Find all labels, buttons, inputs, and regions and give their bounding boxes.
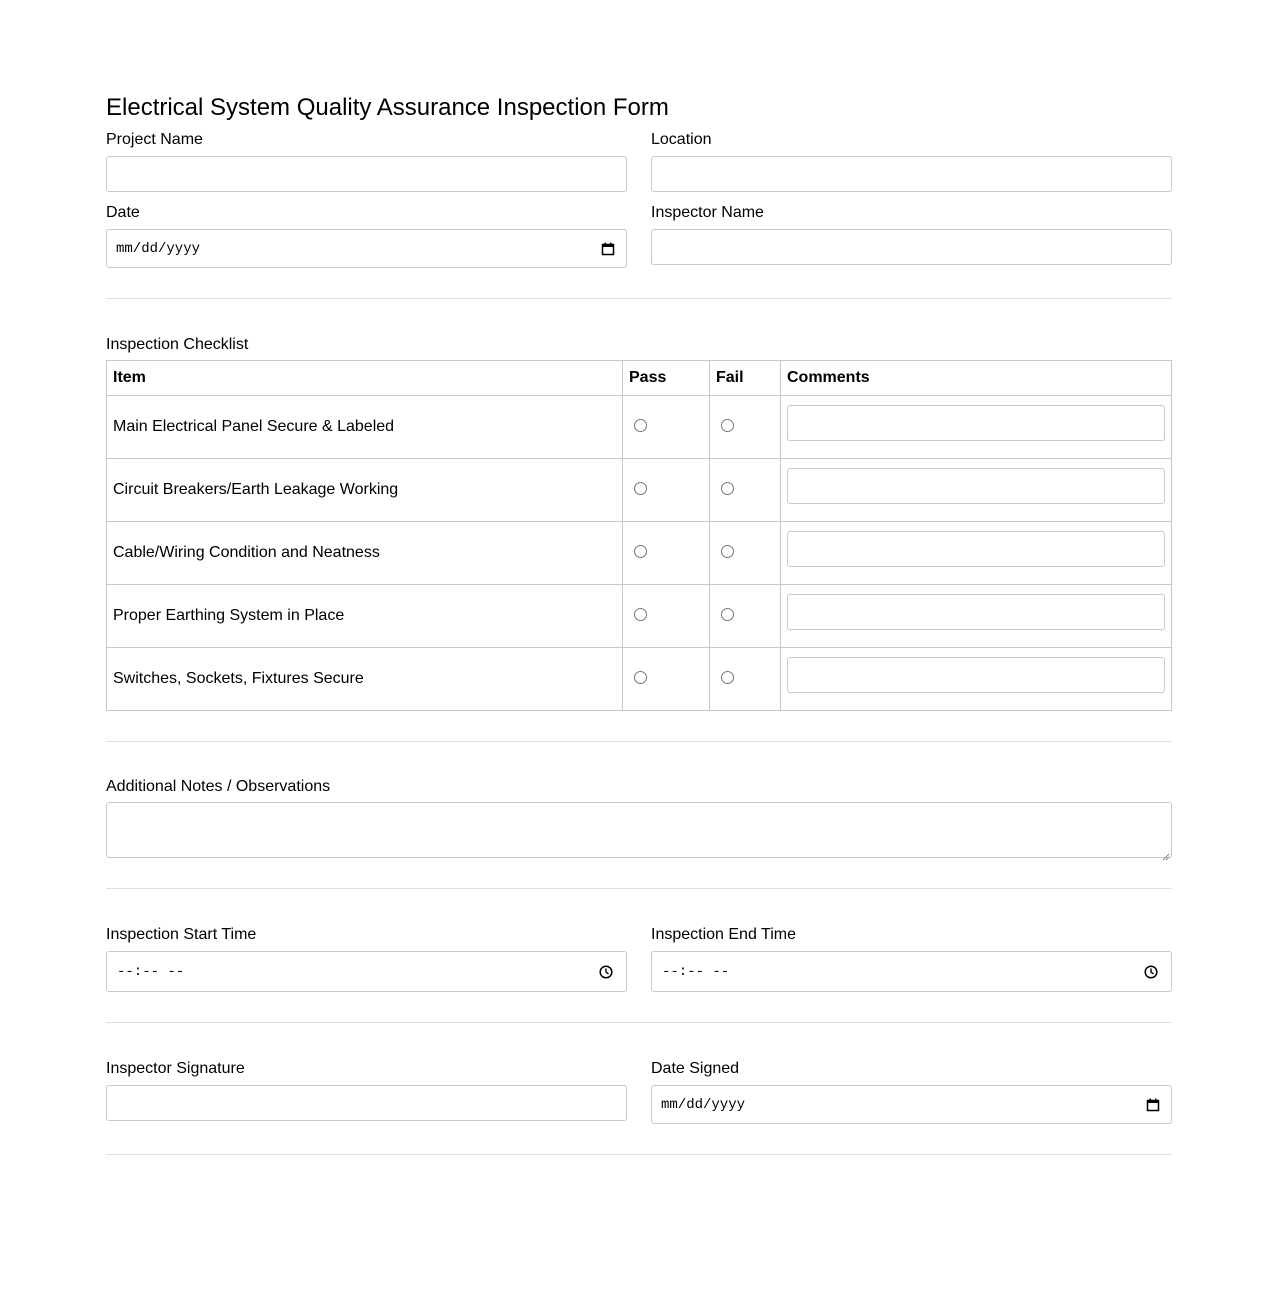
fail-radio[interactable] (721, 608, 734, 621)
date-label: Date (106, 204, 140, 221)
fail-radio[interactable] (721, 419, 734, 432)
signature-label: Inspector Signature (106, 1060, 245, 1077)
date-group (106, 203, 627, 268)
fail-cell (710, 396, 781, 459)
calendar-icon[interactable] (600, 241, 616, 257)
comment-input[interactable] (787, 657, 1165, 693)
comment-input[interactable] (787, 405, 1165, 441)
checklist-header-row (107, 361, 1172, 396)
checklist-item: Main Electrical Panel Secure & Labeled (107, 396, 623, 459)
fail-radio[interactable] (721, 671, 734, 684)
divider (106, 1154, 1172, 1155)
divider (106, 1022, 1172, 1023)
comment-input[interactable] (787, 594, 1165, 630)
location-label: Location (651, 131, 712, 148)
inspector-name-group (651, 203, 1172, 268)
comments-cell (781, 522, 1172, 585)
project-name-group (106, 130, 627, 192)
comments-cell (781, 396, 1172, 459)
column-header-fail: Fail (710, 361, 781, 396)
date-inspector-row (106, 203, 1172, 268)
project-name-label: Project Name (106, 131, 203, 148)
date-input[interactable] (106, 229, 627, 268)
notes-label: Additional Notes / Observations (106, 778, 331, 795)
project-name-input[interactable] (106, 156, 627, 192)
form-title: Electrical System Quality Assurance Inspection Form (106, 94, 669, 121)
table-row (107, 396, 1172, 459)
table-row (107, 459, 1172, 522)
fail-radio[interactable] (721, 482, 734, 495)
date-signed-input[interactable] (651, 1085, 1172, 1124)
date-signed-placeholder: mm/dd/yyyy (661, 1096, 746, 1113)
table-row (107, 585, 1172, 648)
fail-cell (710, 522, 781, 585)
signature-group (106, 1059, 627, 1124)
checklist-label: Inspection Checklist (106, 336, 249, 353)
pass-radio[interactable] (634, 671, 647, 684)
notes-textarea[interactable] (106, 802, 1172, 858)
checklist-item: Switches, Sockets, Fixtures Secure (107, 648, 623, 711)
inspector-name-label: Inspector Name (651, 204, 764, 221)
inspector-name-input[interactable] (651, 229, 1172, 265)
table-row (107, 522, 1172, 585)
pass-radio[interactable] (634, 482, 647, 495)
pass-radio[interactable] (634, 545, 647, 558)
calendar-icon[interactable] (1145, 1097, 1161, 1113)
comment-input[interactable] (787, 468, 1165, 504)
fail-radio[interactable] (721, 545, 734, 558)
end-time-group (651, 925, 1172, 992)
checklist-item: Circuit Breakers/Earth Leakage Working (107, 459, 623, 522)
pass-cell (623, 522, 710, 585)
pass-cell (623, 396, 710, 459)
fail-cell (710, 459, 781, 522)
pass-cell (623, 648, 710, 711)
end-time-label: Inspection End Time (651, 926, 796, 943)
pass-cell (623, 585, 710, 648)
divider (106, 741, 1172, 742)
checklist-table (106, 360, 1172, 711)
end-time-input[interactable] (651, 951, 1172, 992)
location-input[interactable] (651, 156, 1172, 192)
checklist-item: Proper Earthing System in Place (107, 585, 623, 648)
column-header-comments: Comments (781, 361, 1172, 396)
column-header-item: Item (107, 361, 623, 396)
start-time-group (106, 925, 627, 992)
pass-radio[interactable] (634, 419, 647, 432)
comment-input[interactable] (787, 531, 1165, 567)
date-signed-group (651, 1059, 1172, 1124)
divider (106, 298, 1172, 299)
divider (106, 888, 1172, 889)
checklist-item: Cable/Wiring Condition and Neatness (107, 522, 623, 585)
signoff-row (106, 1059, 1172, 1124)
table-row (107, 648, 1172, 711)
pass-radio[interactable] (634, 608, 647, 621)
pass-cell (623, 459, 710, 522)
times-row (106, 925, 1172, 992)
start-time-input[interactable] (106, 951, 627, 992)
date-placeholder: mm/dd/yyyy (116, 240, 201, 257)
start-time-label: Inspection Start Time (106, 926, 257, 943)
end-time-placeholder: --:-- -- (662, 963, 730, 980)
column-header-pass: Pass (623, 361, 710, 396)
start-time-placeholder: --:-- -- (117, 963, 185, 980)
comments-cell (781, 585, 1172, 648)
project-location-row (106, 130, 1172, 192)
fail-cell (710, 585, 781, 648)
signature-input[interactable] (106, 1085, 627, 1121)
fail-cell (710, 648, 781, 711)
inspection-form (106, 92, 1172, 1155)
clock-icon[interactable] (1143, 964, 1159, 980)
comments-cell (781, 459, 1172, 522)
location-group (651, 130, 1172, 192)
resize-handle-icon[interactable] (1162, 848, 1170, 856)
comments-cell (781, 648, 1172, 711)
clock-icon[interactable] (598, 964, 614, 980)
date-signed-label: Date Signed (651, 1060, 740, 1077)
